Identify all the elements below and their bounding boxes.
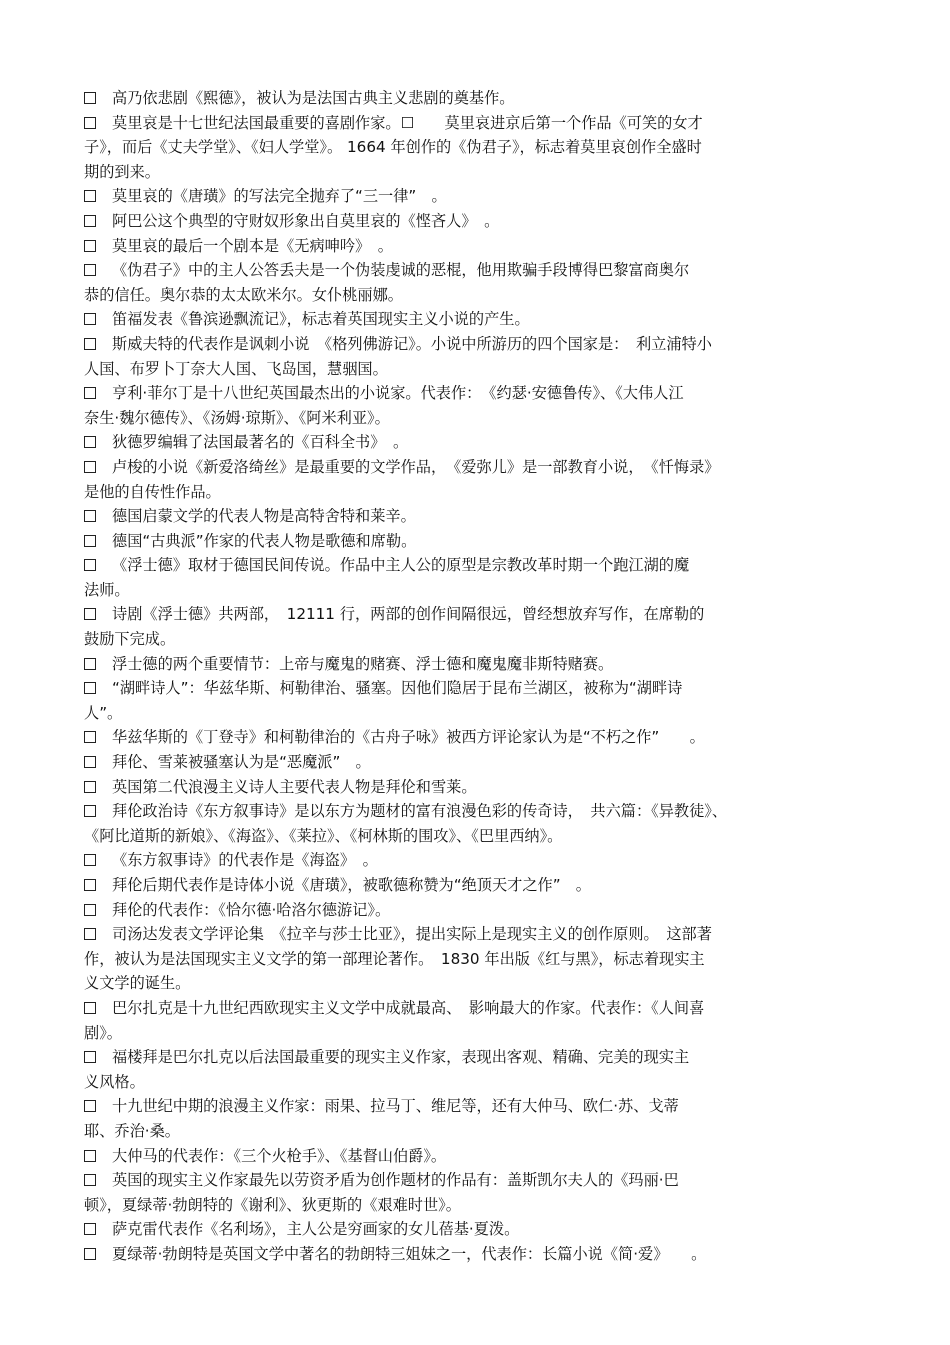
entry-continuation <box>84 357 890 382</box>
entry-line <box>84 332 890 357</box>
entry-line <box>84 1168 890 1193</box>
checkbox-square-icon <box>84 387 96 399</box>
entry-text: 莫里哀的最后一个剧本是《无病呻吟》 。 <box>112 236 393 255</box>
checkbox-square-icon <box>84 436 96 448</box>
entry-line <box>84 1217 890 1242</box>
entry-text: “湖畔诗人”：华兹华斯、柯勒律治、骚塞。因他们隐居于昆布兰湖区，被称为“湖畔诗 <box>112 679 683 698</box>
checkbox-square-icon <box>84 781 96 793</box>
entry-text: 义文学的诞生。 <box>84 974 191 993</box>
entry-line <box>84 234 890 259</box>
checkbox-square-icon <box>84 1223 96 1235</box>
checkbox-square-icon <box>84 854 96 866</box>
entry-text: 拜伦政治诗《东方叙事诗》是以东方为题材的富有浪漫色彩的传奇诗， 共六篇：《异教徒》、 <box>112 802 728 821</box>
checkbox-square-icon <box>84 264 96 276</box>
entry-line <box>84 775 890 800</box>
checkbox-square-icon <box>84 1174 96 1186</box>
entry-text: 莫里哀是十七世纪法国最重要的喜剧作家。☐ 莫里哀进京后第一个作品《可笑的女才 <box>112 113 703 132</box>
entry-continuation <box>84 824 890 849</box>
entry-text: 莫里哀的《唐璜》的写法完全抛弃了“三一律” 。 <box>112 187 447 206</box>
entry-continuation <box>84 480 890 505</box>
entry-continuation <box>84 1193 890 1218</box>
checkbox-square-icon <box>84 92 96 104</box>
checkbox-square-icon <box>84 313 96 325</box>
entry-line <box>84 922 890 947</box>
entry-continuation <box>84 1119 890 1144</box>
checkbox-square-icon <box>84 608 96 620</box>
entry-line <box>84 1045 890 1070</box>
checkbox-square-icon <box>84 731 96 743</box>
entry-line <box>84 799 890 824</box>
checkbox-square-icon <box>84 658 96 670</box>
checkbox-square-icon <box>84 682 96 694</box>
entry-list <box>84 86 890 1267</box>
checkbox-square-icon <box>84 559 96 571</box>
checkbox-square-icon <box>84 240 96 252</box>
entry-text: 《浮士德》取材于德国民间传说。作品中主人公的原型是宗教改革时期一个跑江湖的魔 <box>112 556 690 575</box>
entry-continuation <box>84 627 890 652</box>
entry-text: 顿》，夏绿蒂·勃朗特的《谢利》、狄更斯的《艰难时世》。 <box>84 1195 461 1214</box>
entry-text: 义风格。 <box>84 1072 145 1091</box>
entry-line <box>84 602 890 627</box>
entry-continuation <box>84 283 890 308</box>
entry-line <box>84 111 890 136</box>
entry-text: 人”。 <box>84 703 123 722</box>
entry-text: 亨利·菲尔丁是十八世纪英国最杰出的小说家。代表作： 《约瑟·安德鲁传》、《大伟人江 <box>112 384 684 403</box>
entry-text: 福楼拜是巴尔扎克以后法国最重要的现实主义作家，表现出客观、精确、完美的现实主 <box>112 1048 690 1067</box>
entry-text: 英国第二代浪漫主义诗人主要代表人物是拜伦和雪莱。 <box>112 777 477 796</box>
entry-line <box>84 258 890 283</box>
entry-text: 十九世纪中期的浪漫主义作家：雨果、拉马丁、维尼等，还有大仲马、欧仁·苏、戈蒂 <box>112 1097 679 1116</box>
entry-text: 斯威夫特的代表作是讽刺小说 《格列佛游记》。小说中所游历的四个国家是： 利立浦特小 <box>112 334 712 353</box>
entry-text: 诗剧《浮士德》共两部， 12111 行，两部的创作间隔很远，曾经想放弃写作，在席勒的 <box>112 605 705 624</box>
entry-line <box>84 381 890 406</box>
checkbox-square-icon <box>84 904 96 916</box>
entry-line <box>84 676 890 701</box>
entry-continuation <box>84 971 890 996</box>
entry-text: 作，被认为是法国现实主义文学的第一部理论著作。 1830 年出版《红与黑》，标志着现实主 <box>84 949 705 968</box>
entry-text: 恭的信任。奥尔恭的太太欧米尔。女仆桃丽娜。 <box>84 285 403 304</box>
entry-text: 拜伦、雪莱被骚塞认为是“恶魔派” 。 <box>112 753 371 772</box>
entry-line <box>84 1094 890 1119</box>
checkbox-square-icon <box>84 1051 96 1063</box>
entry-text: 人国、布罗卜丁奈大人国、飞岛国，慧骃国。 <box>84 359 388 378</box>
entry-text: 鼓励下完成。 <box>84 630 176 649</box>
entry-text: 拜伦后期代表作是诗体小说《唐璜》，被歌德称赞为“绝顶天才之作” 。 <box>112 876 591 894</box>
entry-text: 浮士德的两个重要情节：上帝与魔鬼的赌赛、浮士德和魔鬼魔非斯特赌赛。 <box>112 654 614 673</box>
entry-text: 《伪君子》中的主人公答丢夫是一个伪装虔诚的恶棍，他用欺骗手段博得巴黎富商奥尔 <box>112 261 690 280</box>
entry-line <box>84 848 890 873</box>
entry-line <box>84 529 890 554</box>
entry-text: 法师。 <box>84 580 130 599</box>
checkbox-square-icon <box>84 1100 96 1112</box>
entry-continuation <box>84 1070 890 1095</box>
checkbox-square-icon <box>84 928 96 940</box>
entry-text: 狄德罗编辑了法国最著名的《百科全书》 。 <box>112 433 409 452</box>
entry-line <box>84 209 890 234</box>
entry-text: 华兹华斯的《丁登寺》和柯勒律治的《古舟子咏》被西方评论家认为是“不朽之作” 。 <box>112 728 705 747</box>
entry-text: 大仲马的代表作：《三个火枪手》、《基督山伯爵》。 <box>112 1146 447 1165</box>
checkbox-square-icon <box>84 1248 96 1260</box>
checkbox-square-icon <box>84 190 96 202</box>
entry-text: 子》，而后《丈夫学堂》、《妇人学堂》。 1664 年创作的《伪君子》，标志着莫里哀创作全盛时 <box>84 138 702 157</box>
entry-text: 《阿比道斯的新娘》、《海盗》、《莱拉》、《柯林斯的围攻》、《巴里西纳》。 <box>84 826 563 845</box>
entry-line <box>84 86 890 111</box>
checkbox-square-icon <box>84 756 96 768</box>
entry-text: 巴尔扎克是十九世纪西欧现实主义文学中成就最高、 影响最大的作家。代表作：《人间喜 <box>112 998 705 1017</box>
entry-continuation <box>84 947 890 972</box>
entry-continuation <box>84 160 890 185</box>
entry-text: 《东方叙事诗》的代表作是《海盗》 。 <box>112 851 378 870</box>
entry-text: 英国的现实主义作家最先以劳资矛盾为创作题材的作品有：盖斯凯尔夫人的《玛丽·巴 <box>112 1171 679 1190</box>
entry-line <box>84 652 890 677</box>
checkbox-square-icon <box>84 215 96 227</box>
entry-continuation <box>84 1021 890 1046</box>
entry-text: 卢梭的小说《新爱洛绮丝》是最重要的文学作品， 《爱弥儿》是一部教育小说， 《忏悔录》 <box>112 457 720 476</box>
entry-text: 拜伦的代表作：《恰尔德·哈洛尔德游记》。 <box>112 900 391 919</box>
entry-continuation <box>84 135 890 160</box>
entry-text: 萨克雷代表作《名利场》，主人公是穷画家的女儿蓓基·夏泼。 <box>112 1220 520 1239</box>
entry-text: 期的到来。 <box>84 162 160 181</box>
entry-line <box>84 184 890 209</box>
entry-line <box>84 725 890 750</box>
entry-line <box>84 455 890 480</box>
entry-text: 高乃依悲剧《熙德》，被认为是法国古典主义悲剧的奠基作。 <box>112 89 515 107</box>
checkbox-square-icon <box>84 805 96 817</box>
entry-text: 耶、乔治·桑。 <box>84 1121 180 1140</box>
checkbox-square-icon <box>84 338 96 350</box>
entry-line <box>84 873 890 898</box>
entry-line <box>84 996 890 1021</box>
entry-line <box>84 307 890 332</box>
entry-text: 是他的自传性作品。 <box>84 482 221 501</box>
entry-line <box>84 1242 890 1267</box>
entry-text: 剧》。 <box>84 1023 122 1042</box>
checkbox-square-icon <box>84 1002 96 1014</box>
checkbox-square-icon <box>84 461 96 473</box>
checkbox-square-icon <box>84 510 96 522</box>
entry-line <box>84 430 890 455</box>
entry-line <box>84 750 890 775</box>
entry-text: 夏绿蒂·勃朗特是英国文学中著名的勃朗特三姐妹之一，代表作：长篇小说《简·爱》 。 <box>112 1244 707 1263</box>
checkbox-square-icon <box>84 117 96 129</box>
checkbox-square-icon <box>84 879 96 891</box>
entry-line <box>84 553 890 578</box>
entry-line <box>84 1144 890 1169</box>
entry-text: 阿巴公这个典型的守财奴形象出自莫里哀的《悭吝人》 。 <box>112 211 500 230</box>
entry-text: 德国“古典派”作家的代表人物是歌德和席勒。 <box>112 531 417 550</box>
entry-continuation <box>84 578 890 603</box>
checkbox-square-icon <box>84 1150 96 1162</box>
entry-text: 笛福发表《鲁滨逊飘流记》，标志着英国现实主义小说的产生。 <box>112 310 530 329</box>
entry-text: 德国启蒙文学的代表人物是高特舍特和莱辛。 <box>112 507 416 526</box>
entry-text: 司汤达发表文学评论集 《拉辛与莎士比亚》，提出实际上是现实主义的创作原则。 这部著 <box>112 925 712 944</box>
entry-continuation <box>84 701 890 726</box>
entry-line <box>84 898 890 923</box>
checkbox-square-icon <box>84 535 96 547</box>
entry-line <box>84 504 890 529</box>
entry-continuation <box>84 406 890 431</box>
entry-text: 奈生·魏尔德传》、《汤姆·琼斯》、《阿米利亚》。 <box>84 408 390 427</box>
